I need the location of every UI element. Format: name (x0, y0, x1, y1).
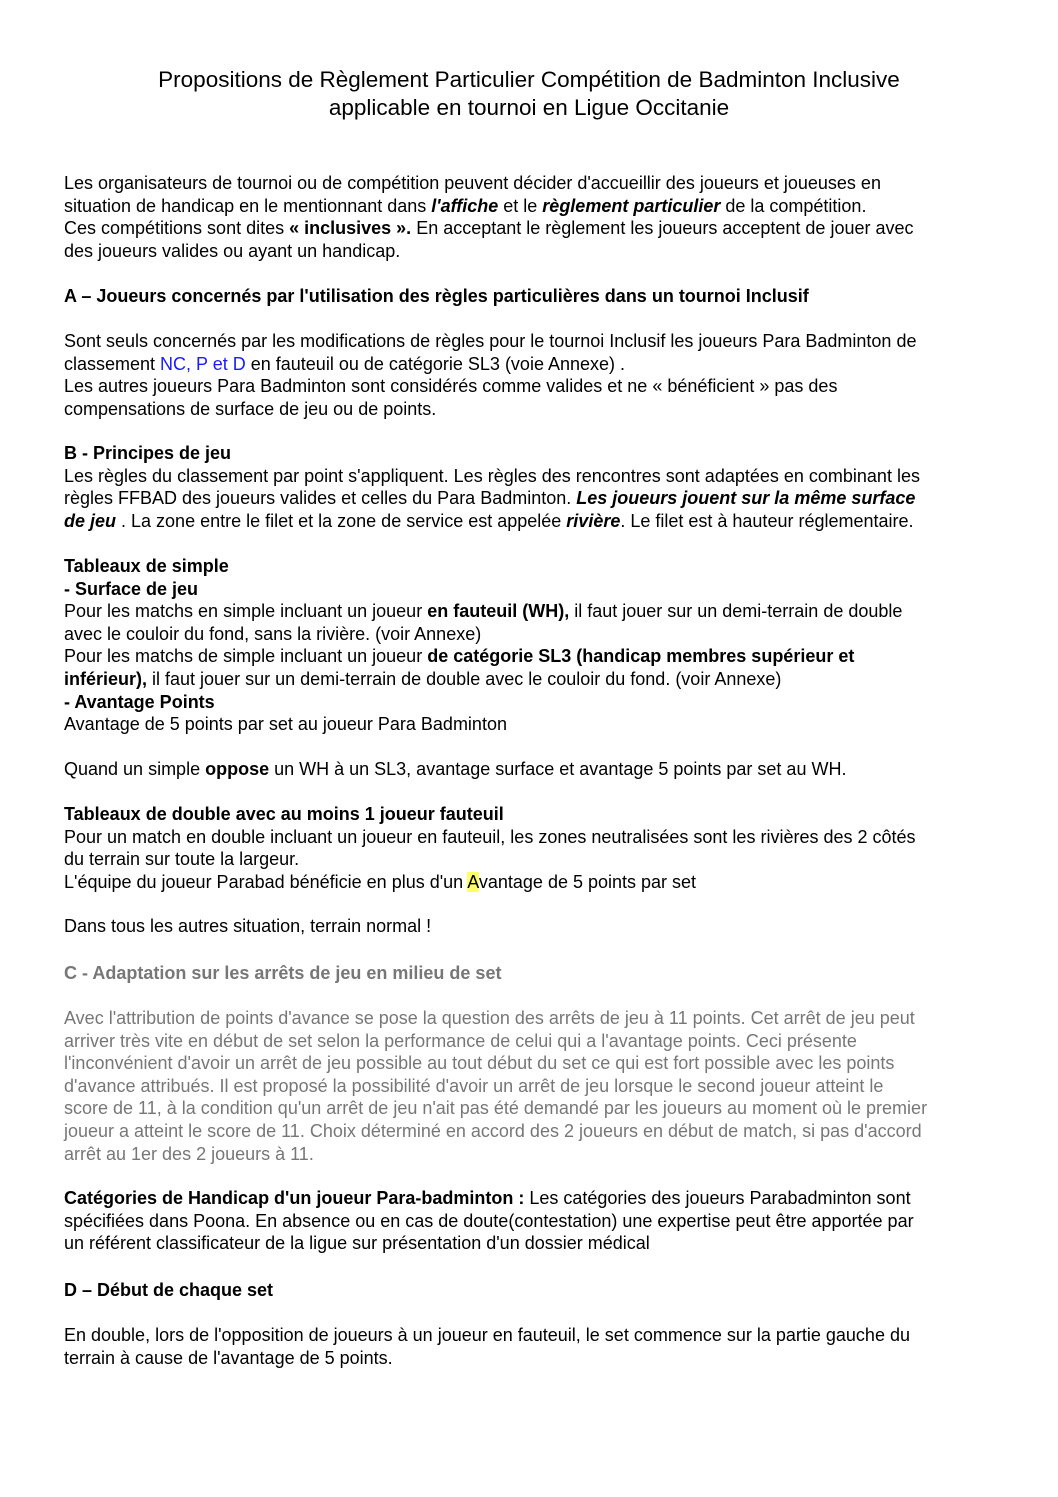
section-b (64, 442, 1014, 532)
intro-paragraph (64, 172, 1014, 262)
title-line-2: applicable en tournoi en Ligue Occitanie (328, 95, 730, 120)
section-c-line: score de 11, à la condition qu'un arrêt de jeu n'ait pas été demandé par les joueurs au moment où le premier (64, 1098, 928, 1119)
section-b-line: Les règles du classement par point s'appliquent. Les règles des rencontres sont adaptées en combinant les (64, 465, 920, 486)
section-c-line: l'inconvénient d'avoir un arrêt de jeu possible au tout début du set ce qui est fort possible avec les points (64, 1053, 895, 1074)
section-b-line: règles FFBAD des joueurs valides et celles du Para Badminton. Les joueurs jouent sur la même surface (64, 488, 916, 509)
section-d-line: terrain à cause de l'avantage de 5 points. (64, 1347, 393, 1368)
section-a-line: Sont seuls concernés par les modifications de règles pour le tournoi Inclusif les joueurs Para Badminton de (64, 331, 917, 351)
section-d-line: En double, lors de l'opposition de joueurs à un joueur en fauteuil, le set commence sur la partie gauche du (64, 1325, 910, 1345)
section-d (64, 1279, 1014, 1302)
highlight-mark: A (467, 871, 479, 892)
simple-oppose (64, 758, 1014, 781)
double-line: Dans tous les autres situation, terrain normal ! (64, 916, 432, 936)
section-a-body (64, 330, 1014, 420)
simple-subheading-surface: - Surface de jeu (64, 578, 199, 599)
section-c-line: Avec l'attribution de points d'avance se pose la question des arrêts de jeu à 11 points. Cet arrêt de jeu peut (64, 1008, 915, 1028)
simple-section (64, 555, 1014, 736)
section-b-line: de jeu . La zone entre le filet et la zone de service est appelée rivière. Le filet est à hauteur réglementaire. (64, 510, 914, 531)
section-c-body (64, 1007, 1014, 1165)
document-title (0, 66, 1058, 122)
categories-line: Catégories de Handicap d'un joueur Para-badminton : Les catégories des joueurs Parabadminton sont (64, 1188, 911, 1208)
intro-line: situation de handicap en le mentionnant dans l'affiche et le règlement particulier de la compétition. (64, 195, 867, 216)
section-a-line: compensations de surface de jeu ou de points. (64, 398, 437, 419)
section-c-heading: C - Adaptation sur les arrêts de jeu en milieu de set (64, 963, 502, 983)
double-line: L'équipe du joueur Parabad bénéficie en plus d'un Avantage de 5 points par set (64, 871, 697, 892)
section-c (64, 962, 1014, 985)
simple-subheading-points: - Avantage Points (64, 691, 215, 712)
double-heading: Tableaux de double avec au moins 1 joueur fauteuil (64, 804, 504, 824)
simple-line: Pour les matchs en simple incluant un joueur en fauteuil (WH), il faut jouer sur un demi-terrain de double (64, 601, 903, 622)
intro-line: des joueurs valides ou ayant un handicap. (64, 240, 401, 261)
section-c-line: joueur a atteint le score de 11. Choix déterminé en accord des 2 joueurs en début de match, si pas d'accord (64, 1120, 922, 1141)
simple-line: Quand un simple oppose un WH à un SL3, avantage surface et avantage 5 points par set au WH. (64, 759, 847, 779)
double-section (64, 803, 1014, 893)
intro-line: Ces compétitions sont dites « inclusives ». En acceptant le règlement les joueurs acceptent de jouer avec (64, 218, 914, 239)
simple-line: Pour les matchs de simple incluant un joueur de catégorie SL3 (handicap membres supérieur et (64, 646, 855, 667)
section-a-heading: A – Joueurs concernés par l'utilisation des règles particulières dans un tournoi Inclusif (64, 286, 809, 306)
section-d-body (64, 1324, 1014, 1369)
simple-line: inférieur), il faut jouer sur un demi-terrain de double avec le couloir du fond. (voir Annexe) (64, 668, 782, 689)
section-b-heading: B - Principes de jeu (64, 443, 232, 463)
section-a-line: Les autres joueurs Para Badminton sont considérés comme valides et ne « bénéficient » pas des (64, 376, 838, 397)
double-footer (64, 915, 1014, 938)
double-line: Pour un match en double incluant un joueur en fauteuil, les zones neutralisées sont les rivières des 2 côtés (64, 826, 916, 847)
section-c-line: arriver très vite en début de set selon la performance de celui qui a l'avantage points. Ceci présente (64, 1030, 857, 1051)
categories-line: spécifiées dans Poona. En absence ou en cas de doute(contestation) une expertise peut être apportée par (64, 1210, 914, 1231)
intro-line: Les organisateurs de tournoi ou de compétition peuvent décider d'accueillir des joueurs et joueuses en (64, 173, 881, 193)
section-a (64, 285, 1014, 308)
title-line-1: Propositions de Règlement Particulier Compétition de Badminton Inclusive (158, 67, 900, 92)
section-d-heading: D – Début de chaque set (64, 1280, 274, 1300)
simple-line: avec le couloir du fond, sans la rivière. (voir Annexe) (64, 623, 482, 644)
double-line: du terrain sur toute la largeur. (64, 849, 300, 870)
categories-line: un référent classificateur de la ligue sur présentation d'un dossier médical (64, 1233, 650, 1254)
simple-heading: Tableaux de simple (64, 556, 229, 576)
section-a-line: classement NC, P et D en fauteuil ou de catégorie SL3 (voie Annexe) . (64, 353, 626, 374)
simple-line: Avantage de 5 points par set au joueur Para Badminton (64, 714, 507, 735)
section-c-line: arrêt au 1er des 2 joueurs à 11. (64, 1143, 314, 1164)
section-c-line: d'avance attribués. Il est proposé la possibilité d'avoir un arrêt de jeu lorsque le second joueur atteint le (64, 1075, 884, 1096)
categories-paragraph (64, 1187, 1014, 1255)
